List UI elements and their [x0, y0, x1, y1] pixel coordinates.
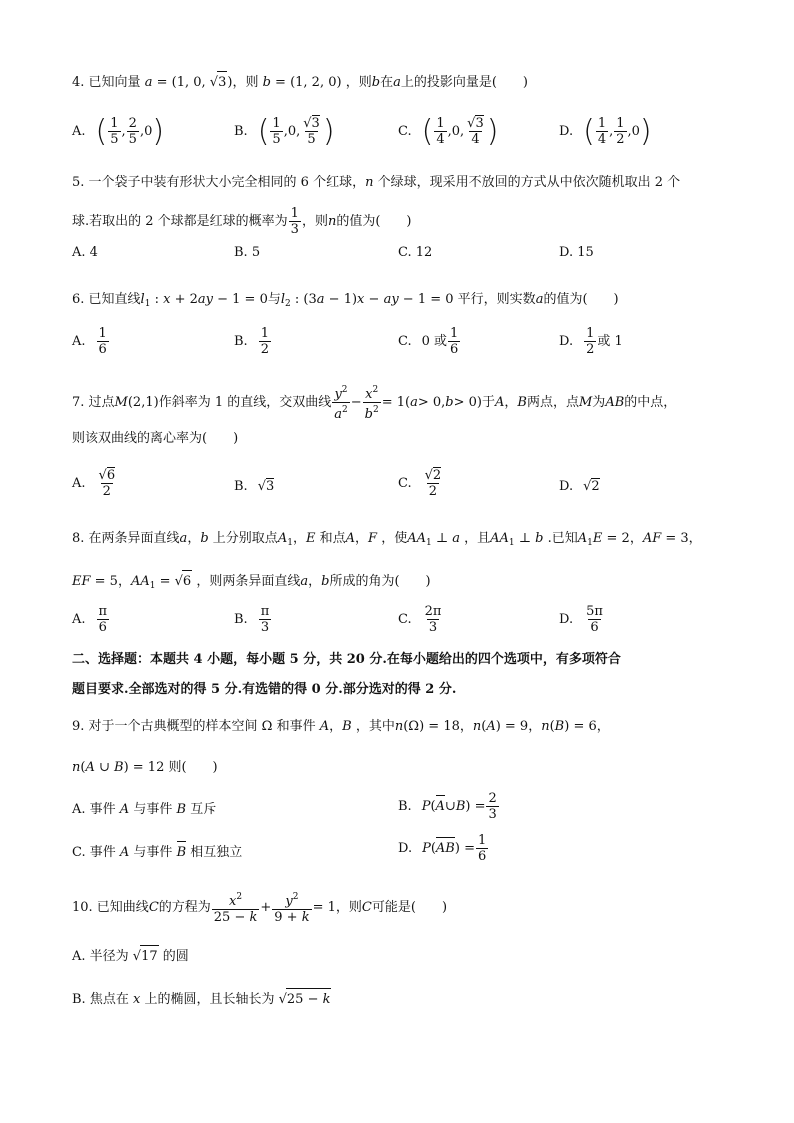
q9-line2: n(A ∪ B) = 12 则( ): [72, 760, 218, 775]
q8-option-a[interactable]: A. $\frac{\pi}{6}$: [72, 604, 108, 635]
section2-heading-line2: 题目要求.全部选对的得 5 分.有选错的得 0 分.部分选对的得 2 分.: [72, 682, 457, 697]
q4-stem: 4. 已知向量 a = (1, 0, √3)，则 b = (1, 2, 0) ，则b在a上的投影向量是( ): [72, 71, 528, 94]
q6-option-a[interactable]: A. $\frac{1}{6}$: [72, 326, 107, 357]
q10-option-a[interactable]: A. 半径为 √17 的圆: [72, 945, 189, 968]
q7-line2: 则该双曲线的离心率为( ): [72, 431, 239, 446]
q8-line2: EF = 5，$AA_1 = √6$ ，则两条异面直线a，b所成的角为( ): [72, 570, 431, 597]
q5-option-a[interactable]: A. 4: [72, 245, 98, 260]
q7-option-b[interactable]: B. √3: [234, 479, 275, 494]
q4-option-a[interactable]: A. ( $\frac{1}{5}$ , $\frac{2}{5}$ ,0 ): [72, 113, 165, 149]
q10-option-b[interactable]: B. 焦点在 x 上的椭圆，且长轴长为 √25 − k: [72, 988, 331, 1011]
q6-option-d[interactable]: D. $\frac{1}{2}$ 或 1: [559, 326, 623, 357]
q8-option-b[interactable]: B. $\frac{\pi}{3}$: [234, 604, 270, 635]
q9-line1: 9. 对于一个古典概型的样本空间 Ω 和事件 A，B ，其中n(Ω) = 18，n(A) = 9，n(B) = 6，: [72, 719, 610, 734]
q9-option-c[interactable]: C. 事件 A 与事件 B 相互独立: [72, 841, 242, 864]
q4-option-b[interactable]: B. ( $\frac{1}{5}$ ,0, $\frac{√3}{5}$ ): [234, 113, 335, 149]
q9-option-b[interactable]: B. P ( A ∪ B ) = $\frac{2}{3}$: [398, 791, 497, 822]
q6-option-c[interactable]: C. 0 或 $\frac{1}{6}$: [398, 326, 459, 357]
q8-option-c[interactable]: C. $\frac{2\pi}{3}$: [398, 604, 442, 635]
q9-option-d[interactable]: D. P ( AB ) = $\frac{1}{6}$: [398, 833, 487, 864]
q4-option-c[interactable]: C. ( $\frac{1}{4}$ ,0, $\frac{√3}{4}$ ): [398, 113, 499, 149]
q5-line2: 球.若取出的 2 个球都是红球的概率为 $\frac{1}{3}$ ，则 n 的值为( ): [72, 206, 412, 237]
q7-option-d[interactable]: D. √2: [559, 479, 600, 494]
q8-line1: 8. 在两条异面直线a，b 上分别取点$A_1$，E 和点A，F ，使$AA_1$ ⊥ a ，且$AA_1$ ⊥ b .已知$A_1E = 2$，AF = 3，: [72, 531, 702, 548]
q7-line1: 7. 过点 M (2,1) 作斜率为 1 的直线，交双曲线 $\frac{y^2}{a^2}$ − $\frac{x^2}{b^2}$ = 1( a > 0, b > 0) 于 A ， B 两点，点 M 为 AB 的中点，: [72, 385, 677, 422]
q5-option-c[interactable]: C. 12: [398, 245, 433, 260]
q5-option-d[interactable]: D. 15: [559, 245, 594, 260]
q8-option-d[interactable]: D. $\frac{5\pi}{6}$: [559, 604, 603, 635]
q9-option-a[interactable]: A. 事件 A 与事件 B 互斥: [72, 802, 217, 817]
section2-heading-line1: 二、选择题：本题共 4 小题，每小题 5 分，共 20 分.在每小题给出的四个选项中，有多项符合: [72, 652, 621, 667]
q4-option-d[interactable]: D. ( $\frac{1}{4}$ , $\frac{1}{2}$ ,0 ): [559, 113, 652, 149]
q5-line1: 5. 一个袋子中装有形状大小完全相同的 6 个红球，n 个绿球，现采用不放回的方式从中依次随机取出 2 个: [72, 175, 681, 190]
q7-option-c[interactable]: C. $\frac{√2}{2}$: [398, 468, 442, 499]
q5-option-b[interactable]: B. 5: [234, 245, 261, 260]
q7-option-a[interactable]: A. $\frac{√6}{2}$: [72, 468, 116, 499]
q6-stem: 6. 已知直线$l_1$ : x + 2ay − 1 = 0与$l_2$ : (3a − 1)x − ay − 1 = 0 平行，则实数a的值为( ): [72, 292, 619, 309]
q10-line1: 10. 已知曲线 C 的方程为 $\frac{x^2}{25 - k}$ + $\frac{y^2}{9 + k}$ = 1 ，则 C 可能是( ): [72, 892, 448, 925]
q6-option-b[interactable]: B. $\frac{1}{2}$: [234, 326, 269, 357]
